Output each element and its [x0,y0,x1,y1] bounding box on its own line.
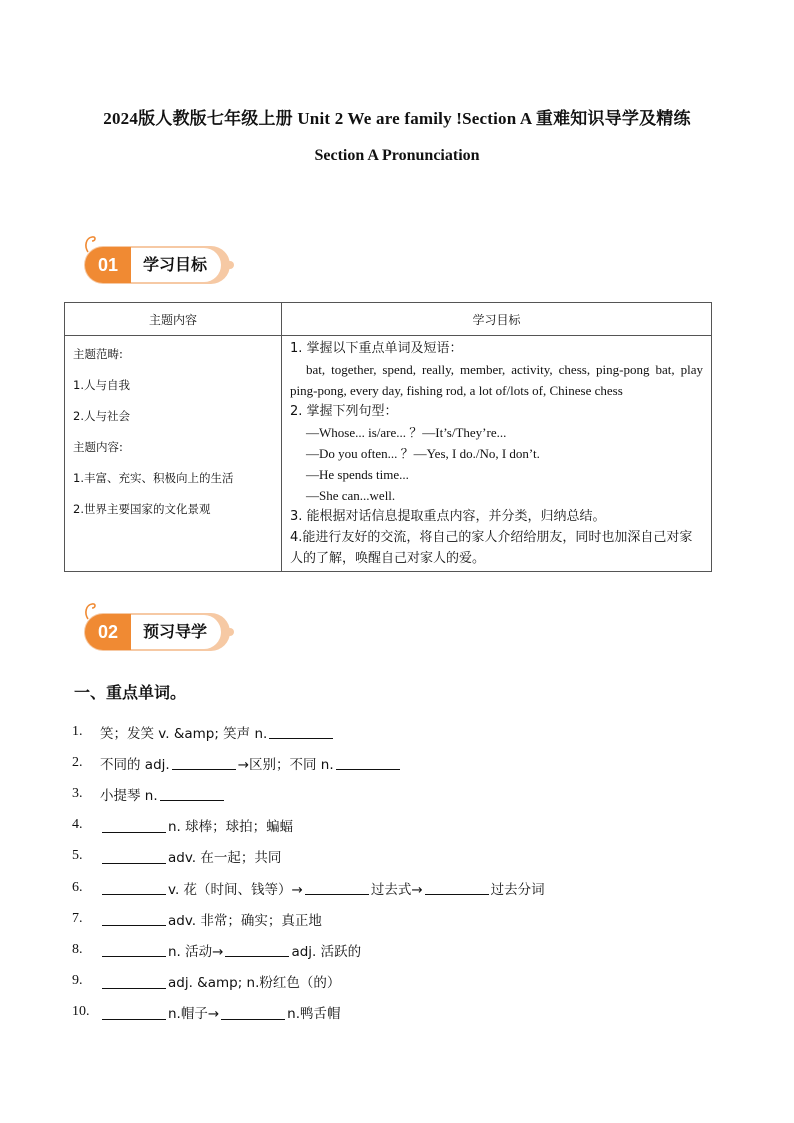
goal-item-1: 1. 掌握以下重点单词及短语： [290,341,463,356]
answer-blank[interactable] [160,786,224,801]
topic-cell [65,336,282,572]
item-text: n.鸭舌帽 [287,1006,341,1023]
item-text: 小提琴 n. [100,787,158,804]
item-number: 1. [72,723,83,739]
item-text: v. 花（时间、钱等）→ [168,881,303,898]
list-item [72,934,722,965]
item-text: 不同的 adj. [100,756,170,773]
answer-blank[interactable] [102,1005,166,1020]
list-item [72,747,722,778]
badge-learning-goals [82,242,232,286]
item-text: n. 球棒；球拍；蝙蝠 [168,819,294,836]
goals-cell [282,336,712,572]
badge-label: 学习目标 [131,248,221,282]
table-header-goals: 学习目标 [282,303,712,336]
answer-blank[interactable] [425,880,489,895]
item-number: 4. [72,817,83,833]
goal-item-2: 2. 掌握下列句型： [290,404,398,419]
answer-blank[interactable] [225,942,289,957]
answer-blank[interactable] [269,724,333,739]
list-item [72,903,722,934]
topic-line: 1.丰富、充实、积极向上的生活 [73,471,234,485]
item-text: 过去分词 [490,881,545,898]
answer-blank[interactable] [102,880,166,895]
item-text: 笑；发笑 v. &amp; 笑声 n. [100,725,268,742]
answer-blank[interactable] [336,755,400,770]
list-item [72,997,722,1028]
answer-blank[interactable] [102,942,166,957]
goals-table [64,302,712,572]
badge-preview-guide [82,609,232,653]
section-subtitle: Section A Pronunciation [314,147,480,164]
pattern-line: —Whose... is/are... ？—It’s/They’re... [306,425,507,440]
pattern-line: —Do you often... ？—Yes, I do./No, I don’t. [306,446,540,461]
vocab-heading: 一、重点单词。 [74,683,187,702]
goal-item-3: 3. 能根据对话信息提取重点内容，并分类，归纳总结。 [290,509,606,524]
topic-line: 2.世界主要国家的文化景观 [73,502,211,516]
item-number: 8. [72,941,83,957]
answer-blank[interactable] [102,911,166,926]
item-text: →区别；不同 n. [237,756,334,773]
answer-blank[interactable] [305,880,369,895]
item-text: adv. 在一起；共同 [168,850,282,867]
item-number: 2. [72,754,83,770]
item-text: adv. 非常；确实；真正地 [168,912,322,929]
item-text: n. 活动→ [168,943,224,960]
topic-line: 1.人与自我 [73,378,130,392]
list-item [72,966,722,997]
topic-line: 主题内容: [73,440,123,454]
pattern-line: —She can...well. [306,488,396,503]
list-item [72,872,722,903]
answer-blank[interactable] [102,849,166,864]
answer-blank[interactable] [172,755,236,770]
goal-item-4: 4.能进行友好的交流，将自己的家人介绍给朋友，同时也加深自己对家人的了解，唤醒自己对家人的爱。 [290,530,693,566]
goal-words: bat, together, spend, really, member, activity, chess, ping-pong bat, play ping-pong, every day, fishing rod, a lot of/lots of, Chinese chess [290,362,703,398]
list-item [72,778,722,809]
list-item [72,841,722,872]
answer-blank[interactable] [102,818,166,833]
topic-line: 主题范畴: [73,347,123,361]
item-number: 6. [72,879,83,895]
answer-blank[interactable] [221,1005,285,1020]
answer-blank[interactable] [102,974,166,989]
badge-number: 02 [85,614,131,650]
item-text: adj. &amp; n.粉红色（的） [168,975,341,992]
badge-number: 01 [85,247,131,283]
item-number: 3. [72,785,83,801]
list-item [72,716,722,747]
vocab-list [72,716,722,1028]
list-item [72,810,722,841]
table-header-topic: 主题内容 [65,303,282,336]
item-number: 5. [72,848,83,864]
page-title: 2024版人教版七年级上册 Unit 2 We are family !Section A 重难知识导学及精练 [103,109,691,128]
item-number: 9. [72,973,83,989]
item-text: n.帽子→ [168,1006,220,1023]
pattern-line: —He spends time... [306,467,409,482]
topic-line: 2.人与社会 [73,409,130,423]
badge-label: 预习导学 [131,615,221,649]
item-number: 10. [72,1004,90,1020]
item-text: adj. 活跃的 [291,943,362,960]
item-text: 过去式→ [370,881,423,898]
item-number: 7. [72,910,83,926]
